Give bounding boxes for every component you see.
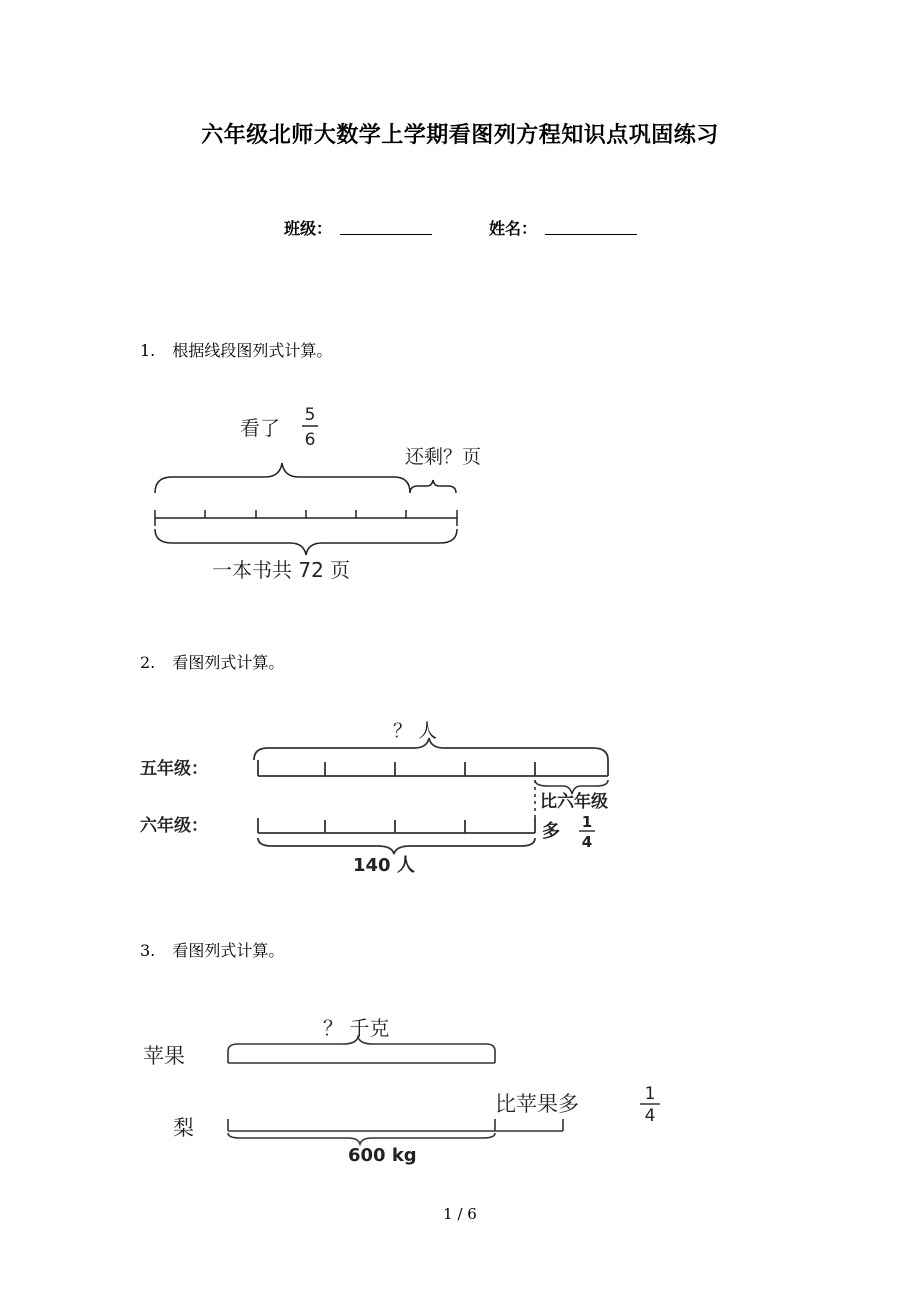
fraction-numerator: 1 xyxy=(644,1084,656,1104)
top-label: ？ 千克 xyxy=(323,1016,390,1040)
diagram-3 xyxy=(138,1005,678,1175)
question-3 xyxy=(140,938,284,961)
bottom-brace xyxy=(228,1133,495,1144)
row1-label: 苹果 xyxy=(143,1044,185,1068)
question-2 xyxy=(140,650,284,673)
bottom-label: 600 kg xyxy=(348,1145,417,1166)
class-label: 班级： xyxy=(284,219,333,238)
top-label: ？ 人 xyxy=(393,720,438,742)
read-label: 看了 xyxy=(240,416,280,440)
question-text: 根据线段图列式计算。 xyxy=(172,341,333,360)
bottom-label: 140 人 xyxy=(353,855,415,876)
read-fraction-denominator: 6 xyxy=(304,430,316,450)
name-label: 姓名： xyxy=(489,219,538,238)
top-brace xyxy=(254,738,608,760)
fraction-denominator: 4 xyxy=(644,1106,656,1126)
row1-ticks xyxy=(258,760,608,776)
row2-label: 六年级： xyxy=(140,816,208,836)
diagram-2 xyxy=(138,710,698,885)
compare-label: 比六年级 xyxy=(540,792,608,812)
compare-label: 比苹果多 xyxy=(495,1092,579,1116)
row2-ticks xyxy=(228,1119,563,1131)
row2-label: 梨 xyxy=(173,1116,194,1140)
question-text: 看图列式计算。 xyxy=(172,653,285,672)
row2-ticks xyxy=(258,818,535,833)
remain-brace xyxy=(410,480,456,493)
diagram-1 xyxy=(140,395,540,590)
bottom-brace xyxy=(258,838,535,854)
page-title: 六年级北师大数学上学期看图列方程知识点巩固练习 xyxy=(201,123,719,148)
top-brace xyxy=(228,1037,495,1063)
name-blank[interactable] xyxy=(545,234,637,235)
more-label: 多 xyxy=(542,821,560,842)
fraction-numerator: 1 xyxy=(581,813,593,831)
question-number: 1. xyxy=(140,341,156,360)
question-number: 2. xyxy=(140,653,156,672)
remain-label: 还剩？页 xyxy=(405,446,482,468)
question-1 xyxy=(140,338,332,361)
question-text: 看图列式计算。 xyxy=(172,941,285,960)
fraction-denominator: 4 xyxy=(581,833,593,851)
total-brace xyxy=(155,529,457,555)
row1-label: 五年级： xyxy=(140,759,208,779)
page-number: 1 / 6 xyxy=(443,1205,477,1223)
read-fraction-numerator: 5 xyxy=(304,405,316,425)
read-brace xyxy=(155,463,410,493)
question-number: 3. xyxy=(140,941,156,960)
class-blank[interactable] xyxy=(340,234,432,235)
total-label: 一本书共 72 页 xyxy=(212,558,351,582)
